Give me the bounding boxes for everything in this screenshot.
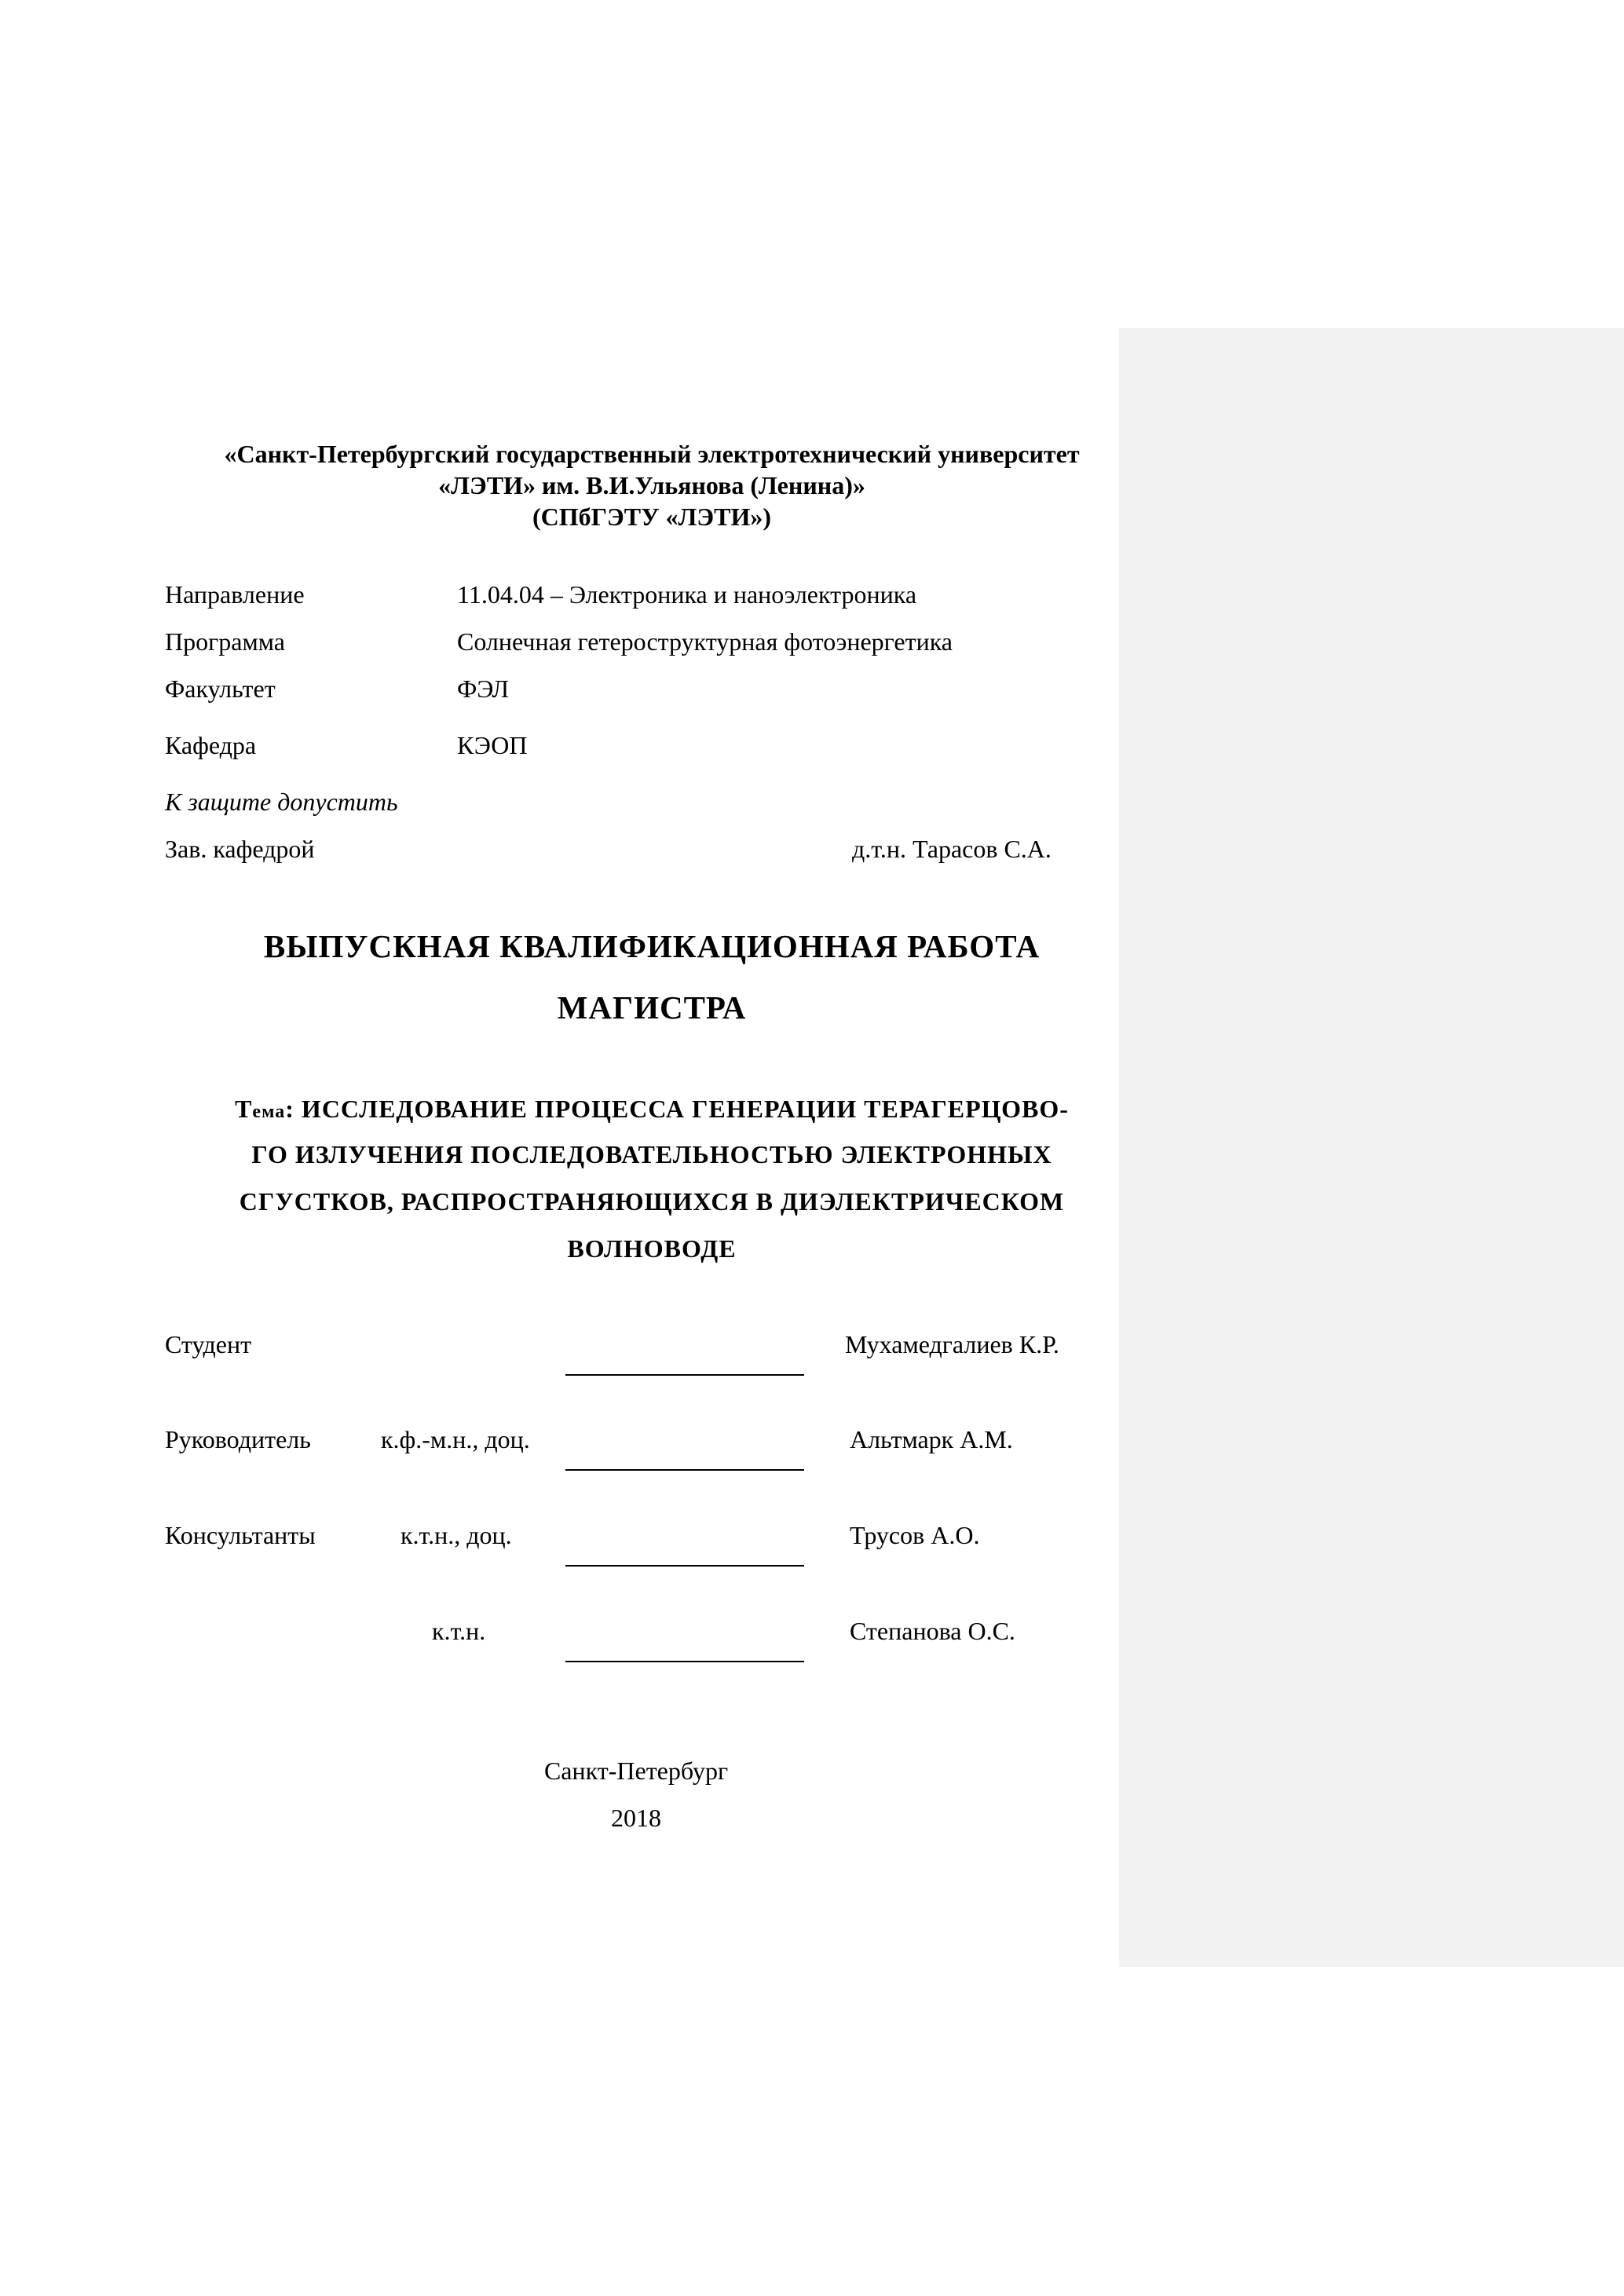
topic-line-4: ВОЛНОВОДЕ (567, 1234, 737, 1263)
signature-name-consultant-2: Степанова О.С. (850, 1617, 1015, 1645)
topic-prefix-colon: : (285, 1095, 294, 1123)
field-label-department: Кафедра (165, 731, 257, 759)
signature-degree-supervisor: к.ф.-м.н., доц. (381, 1425, 530, 1453)
topic-line-1-text: ИССЛЕДОВАНИЕ ПРОЦЕССА ГЕНЕРАЦИИ ТЕРАГЕРЦОВО- (301, 1095, 1069, 1123)
topic-line-1 (165, 1093, 1139, 1128)
signature-line-student (565, 1374, 804, 1376)
field-value-program: Солнечная гетероструктурная фотоэнергетика (457, 627, 953, 656)
field-label-program: Программа (165, 627, 285, 656)
topic-line-3: СГУСТКОВ, РАСПРОСТРАНЯЮЩИХСЯ В ДИЭЛЕКТРИЧЕСКОМ (239, 1187, 1065, 1216)
field-label-direction: Направление (165, 580, 305, 609)
thesis-title-line-1: ВЫПУСКНАЯ КВАЛИФИКАЦИОННАЯ РАБОТА (263, 928, 1041, 964)
approval-person: д.т.н. Тарасов С.А. (852, 835, 1052, 863)
approval-note: К защите допустить (165, 788, 398, 816)
university-line-1: «Санкт-Петербургский государственный электротехнический университет (224, 440, 1080, 468)
signature-name-supervisor: Альтмарк А.М. (850, 1425, 1013, 1453)
signature-role-supervisor: Руководитель (165, 1425, 311, 1453)
field-label-faculty: Факультет (165, 675, 276, 703)
university-line-3: (СПбГЭТУ «ЛЭТИ») (532, 503, 771, 531)
signature-line-consultant-1 (565, 1565, 804, 1567)
field-value-department: КЭОП (457, 731, 528, 759)
thesis-title-line-2: МАГИСТРА (557, 989, 747, 1026)
university-line-2: «ЛЭТИ» им. В.И.Ульянова (Ленина)» (438, 471, 865, 499)
signature-line-supervisor (565, 1469, 804, 1471)
topic-prefix-first: Т (235, 1095, 253, 1123)
approval-role: Зав. кафедрой (165, 835, 315, 863)
topic-line-2: ГО ИЗЛУЧЕНИЯ ПОСЛЕДОВАТЕЛЬНОСТЬЮ ЭЛЕКТРОННЫХ (251, 1140, 1052, 1168)
field-value-direction: 11.04.04 – Электроника и наноэлектроника (457, 580, 917, 609)
signature-line-consultant-2 (565, 1661, 804, 1662)
footer-city: Санкт-Петербург (543, 1757, 729, 1785)
comment-pane (1119, 328, 1624, 1967)
signature-degree-consultant-1: к.т.н., доц. (401, 1521, 512, 1549)
signature-role-student: Студент (165, 1330, 252, 1358)
signature-name-consultant-1: Трусов А.О. (850, 1521, 980, 1549)
signature-degree-consultant-2: к.т.н. (432, 1617, 486, 1645)
field-value-faculty: ФЭЛ (457, 675, 510, 703)
footer-year: 2018 (611, 1804, 661, 1832)
signature-name-student: Мухамедгалиев К.Р. (845, 1330, 1059, 1358)
signature-role-consultants: Консультанты (165, 1521, 316, 1549)
topic-prefix-rest: ема (252, 1102, 286, 1122)
